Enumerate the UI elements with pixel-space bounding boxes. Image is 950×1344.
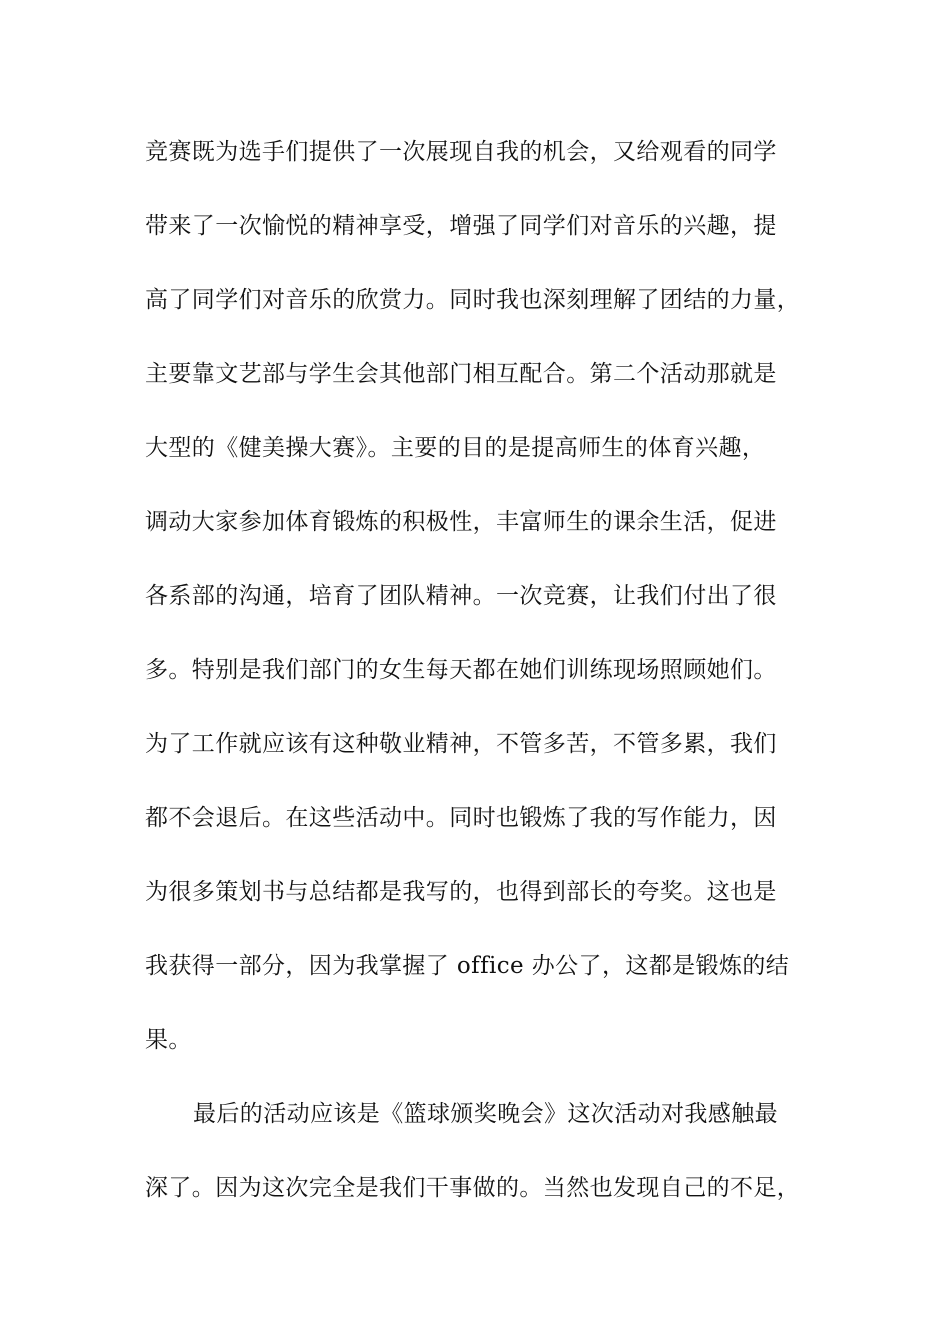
text-line: 都不会退后。在这些活动中。同时也锻炼了我的写作能力，因 bbox=[145, 805, 777, 831]
text-line: 竞赛既为选手们提供了一次展现自我的机会，又给观看的同学 bbox=[145, 139, 777, 165]
text-line: 我获得一部分，因为我掌握了 office 办公了，这都是锻炼的结 bbox=[145, 953, 790, 979]
text-line: 各系部的沟通，培育了团队精神。一次竞赛，让我们付出了很 bbox=[145, 583, 777, 609]
text-line: 为很多策划书与总结都是我写的，也得到部长的夸奖。这也是 bbox=[145, 879, 777, 905]
text-line: 深了。因为这次完全是我们干事做的。当然也发现自己的不足， bbox=[145, 1175, 801, 1201]
text-line: 带来了一次愉悦的精神享受，增强了同学们对音乐的兴趣，提 bbox=[145, 213, 777, 239]
text-line: 大型的《健美操大赛》。主要的目的是提高师生的体育兴趣， bbox=[145, 435, 766, 461]
text-line: 果。 bbox=[145, 1027, 192, 1053]
text-line: 高了同学们对音乐的欣赏力。同时我也深刻理解了团结的力量， bbox=[145, 287, 801, 313]
text-line: 调动大家参加体育锻炼的积极性，丰富师生的课余生活，促进 bbox=[145, 509, 777, 535]
text-line: 多。特别是我们部门的女生每天都在她们训练现场照顾她们。 bbox=[145, 657, 777, 683]
text-line: 为了工作就应该有这种敬业精神，不管多苦，不管多累，我们 bbox=[145, 731, 777, 757]
text-line: 主要靠文艺部与学生会其他部门相互配合。第二个活动那就是 bbox=[145, 361, 777, 387]
paragraph-first-line: 最后的活动应该是《篮球颁奖晚会》这次活动对我感触最 bbox=[193, 1101, 778, 1127]
